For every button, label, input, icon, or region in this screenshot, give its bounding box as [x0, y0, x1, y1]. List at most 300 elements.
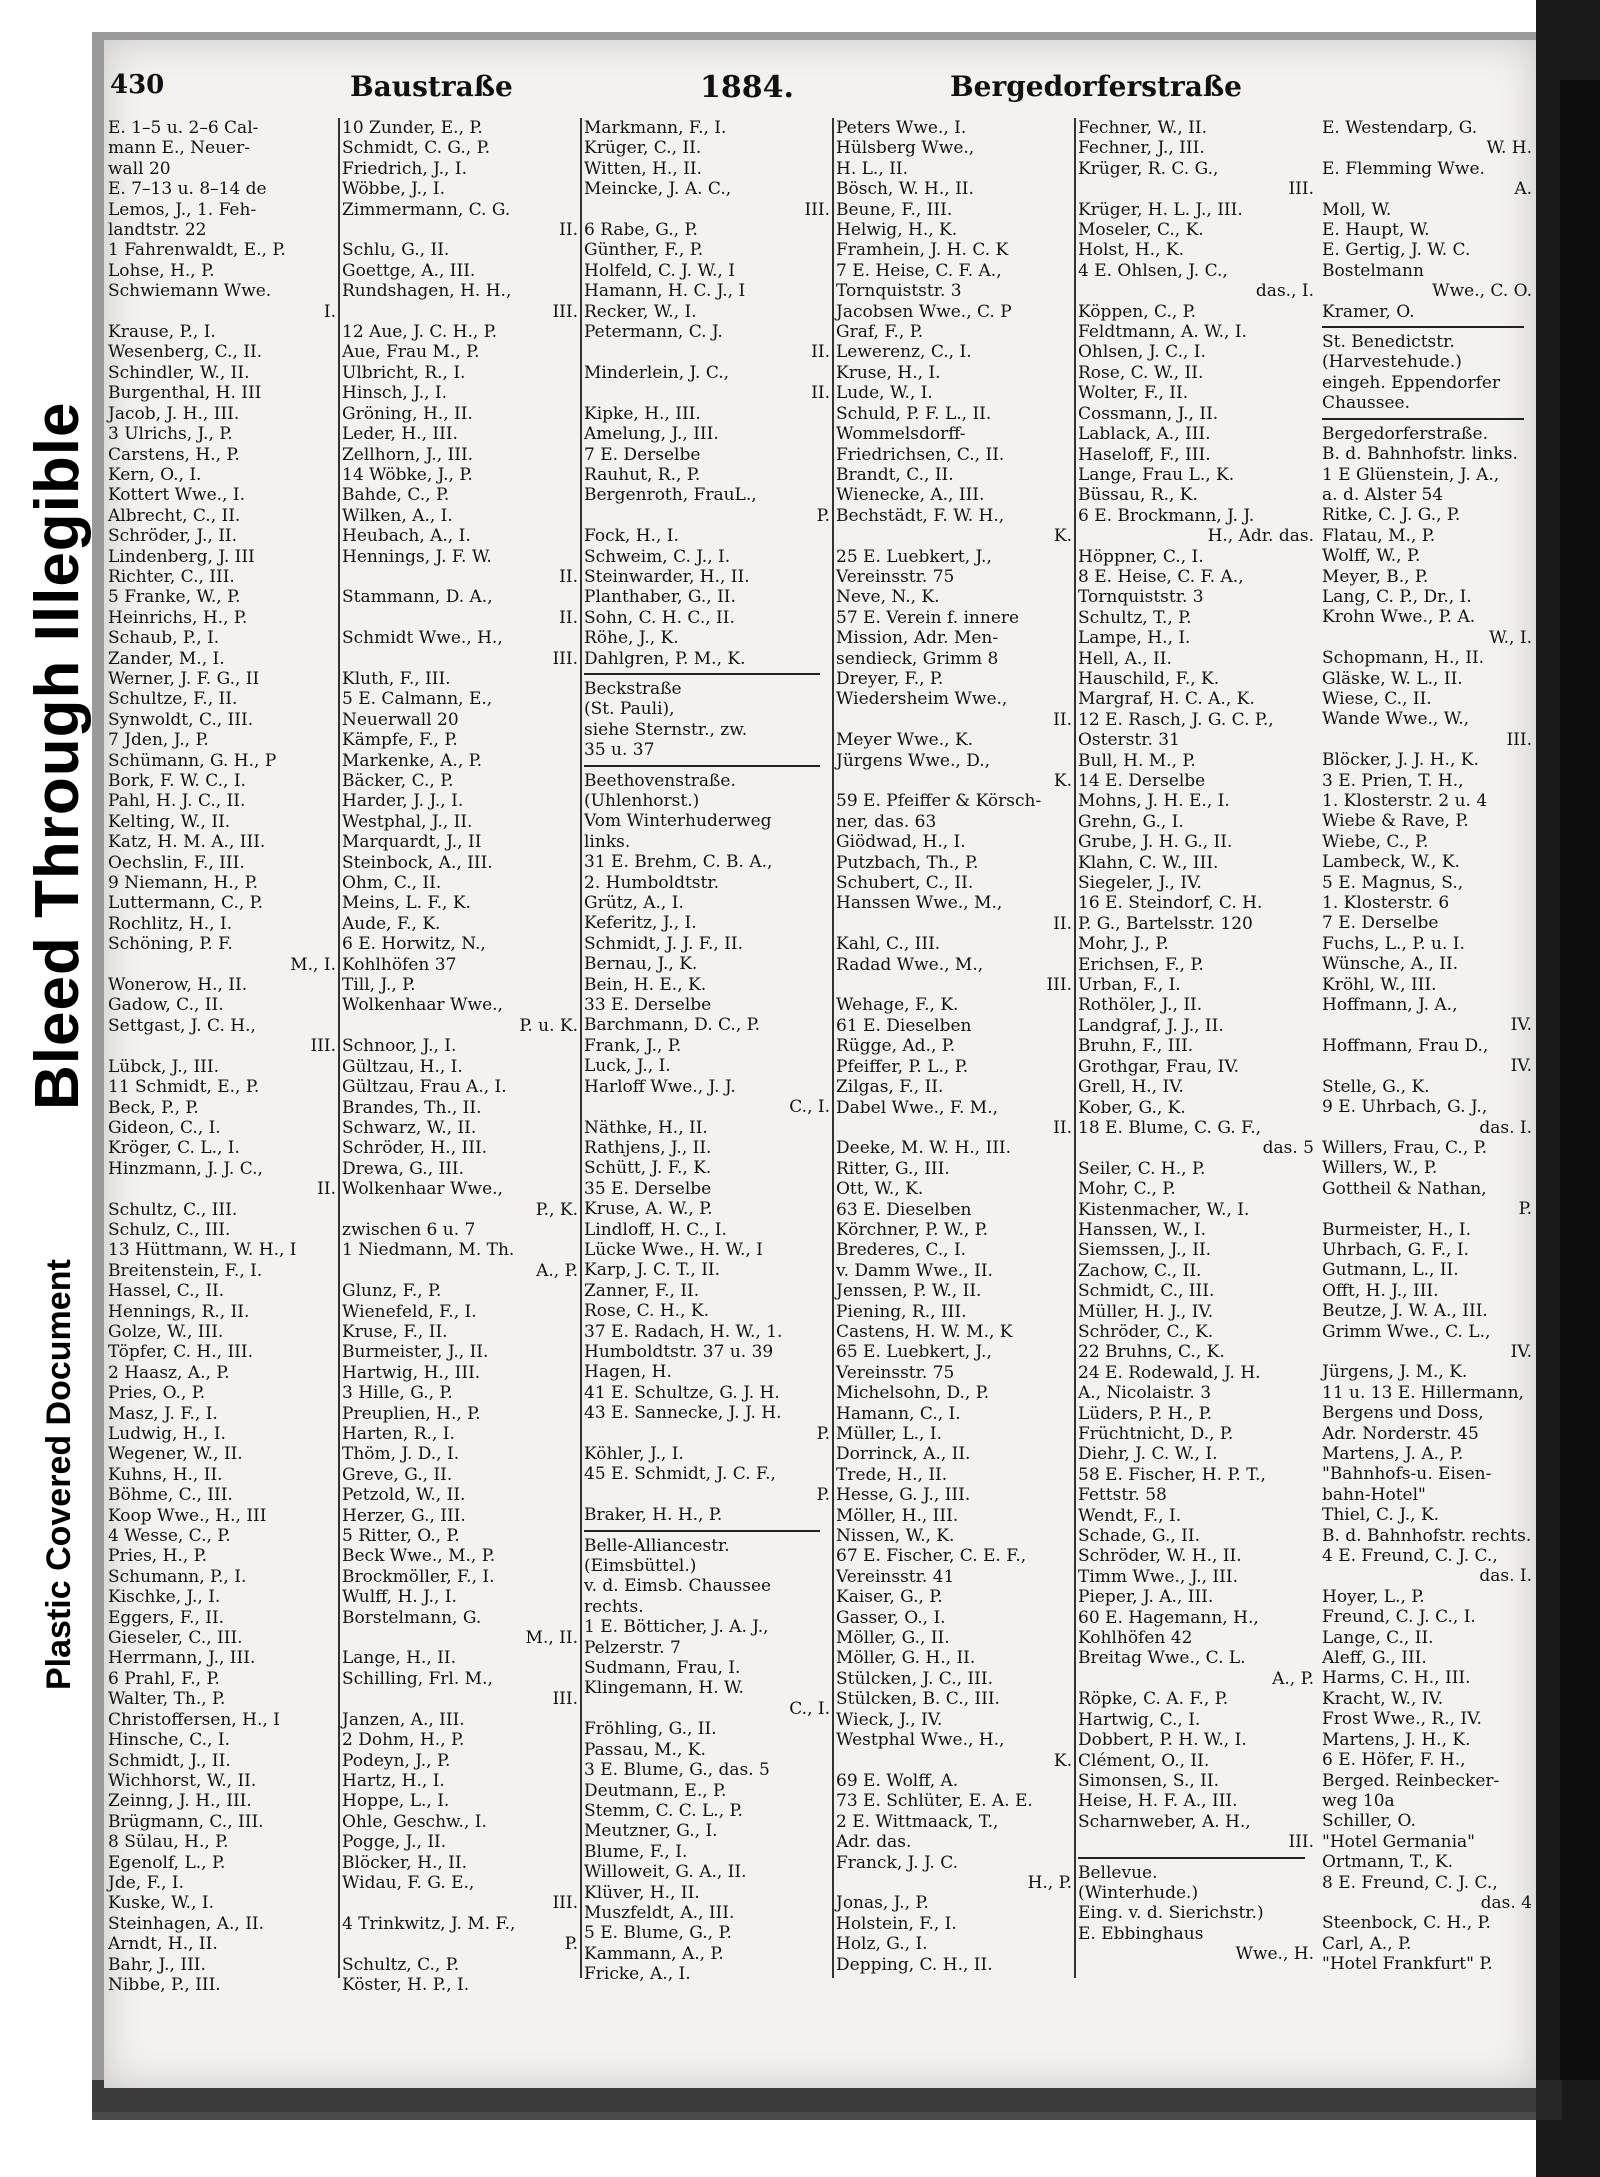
- directory-entry-line: Muszfeldt, A., III.: [584, 1902, 735, 1923]
- directory-entry-line: Neve, N., K.: [836, 587, 940, 608]
- directory-entry-line: Wwe., C. O.: [1432, 281, 1532, 302]
- directory-entry-line: Settgast, J. C. H.,: [108, 1015, 256, 1036]
- directory-entry-line: Wiebe, C., P.: [1322, 831, 1429, 852]
- directory-entry-line: Schade, G., II.: [1078, 1526, 1201, 1547]
- directory-entry-line: a. d. Alster 54: [1322, 484, 1444, 505]
- directory-entry-line: Schmidt Wwe., H.,: [342, 628, 503, 649]
- directory-entry-line: Janzen, A., III.: [342, 1709, 465, 1730]
- directory-entry-line: Kischke, J., I.: [108, 1587, 221, 1608]
- directory-entry-line: Frank, J., P.: [584, 1035, 682, 1056]
- directory-entry-line: Rose, C. W., II.: [1078, 362, 1204, 383]
- directory-entry-line: Kuhns, H., II.: [108, 1464, 223, 1485]
- directory-entry-line: Bein, H. E., K.: [584, 974, 707, 995]
- directory-entry-line: Schröder, W. H., II.: [1078, 1546, 1242, 1567]
- directory-entry-line: Landgraf, J. J., II.: [1078, 1015, 1224, 1036]
- directory-entry-line: Röpke, C. A. F., P.: [1078, 1689, 1229, 1710]
- directory-entry-line: Sudmann, Frau, I.: [584, 1658, 741, 1679]
- directory-entry-line: Lindloff, H. C., I.: [584, 1219, 727, 1240]
- directory-entry-line: Bellevue.: [1078, 1862, 1158, 1883]
- section-rule: [584, 1530, 820, 1532]
- directory-entry-line: Früchtnicht, D., P.: [1078, 1424, 1234, 1444]
- directory-entry-line: Wwe., H.: [1235, 1944, 1314, 1965]
- directory-entry-line: Uhrbach, G. F., I.: [1322, 1239, 1469, 1260]
- directory-entry-line: Albrecht, C., II.: [108, 505, 241, 526]
- directory-entry-line: Bork, F. W. C., I.: [108, 771, 246, 791]
- directory-entry-line: Bechstädt, F. W. H.,: [836, 505, 1005, 526]
- directory-entry-line: Hartwig, H., III.: [342, 1362, 481, 1383]
- directory-entry-line: K.: [1053, 1750, 1072, 1771]
- directory-entry-line: Jürgens Wwe., D.,: [836, 750, 991, 771]
- directory-entry-line: Harms, C. H., III.: [1322, 1668, 1471, 1689]
- directory-entry-line: Grehn, G., I.: [1078, 811, 1184, 832]
- directory-entry-line: 9 Niemann, H., P.: [108, 873, 258, 894]
- directory-entry-line: IV.: [1510, 1056, 1532, 1077]
- directory-entry-line: Brandt, C., II.: [836, 464, 954, 485]
- directory-entry-line: Willers, Frau, C., P.: [1322, 1137, 1488, 1158]
- directory-entry-line: 2 Haasz, A., P.: [108, 1362, 230, 1383]
- directory-entry-line: P.: [564, 1934, 578, 1955]
- directory-entry-line: 5 E. Calmann, E.,: [342, 689, 493, 710]
- directory-entry-line: Hennings, J. F. W.: [342, 546, 492, 567]
- directory-entry-line: H., P.: [1027, 1872, 1072, 1893]
- directory-entry-line: 1 Niedmann, M. Th.: [342, 1240, 515, 1261]
- directory-entry-line: Dorrinck, A., II.: [836, 1444, 971, 1465]
- directory-entry-line: Brandes, Th., II.: [342, 1097, 482, 1118]
- directory-entry-line: H. L., II.: [836, 158, 908, 179]
- directory-entry-line: Pfeiffer, P. L., P.: [836, 1056, 969, 1077]
- directory-entry-line: Markmann, F., I.: [584, 118, 727, 138]
- directory-entry-line: Kruse, F., II.: [342, 1321, 448, 1342]
- directory-entry-line: Hamann, H. C. J., I: [584, 281, 746, 302]
- directory-entry-line: Wienefeld, F., I.: [342, 1301, 477, 1322]
- directory-entry-line: Zimmermann, C. G.: [342, 199, 511, 220]
- directory-entry-line: Nibbe, P., III.: [108, 1974, 221, 1995]
- directory-entry-line: Harloff Wwe., J. J.: [584, 1076, 736, 1097]
- directory-entry-line: Kistenmacher, W., I.: [1078, 1199, 1250, 1220]
- directory-entry-line: Ohm, C., II.: [342, 873, 442, 894]
- directory-entry-line: I.: [323, 301, 336, 322]
- directory-entry-line: Grimm Wwe., C. L.,: [1322, 1321, 1491, 1342]
- directory-entry-line: III.: [552, 1893, 578, 1914]
- directory-entry-line: Simonsen, S., II.: [1078, 1770, 1220, 1791]
- directory-entry-line: Wilken, A., I.: [342, 505, 453, 526]
- directory-entry-line: IV.: [1510, 1341, 1532, 1362]
- directory-entry-line: Kämpfe, F., P.: [342, 730, 458, 751]
- directory-entry-line: Ott, W., K.: [836, 1179, 924, 1200]
- directory-entry-line: Widau, F. G. E.,: [342, 1872, 475, 1893]
- directory-entry-line: K.: [1053, 771, 1072, 791]
- directory-entry-line: Arndt, H., II.: [108, 1934, 218, 1955]
- directory-entry-line: Michelsohn, D., P.: [836, 1383, 990, 1404]
- directory-entry-line: 41 E. Schultze, G. J. H.: [584, 1382, 780, 1403]
- directory-entry-line: Freund, C. J. C., I.: [1322, 1607, 1476, 1628]
- directory-entry-line: Ohle, Geschw., I.: [342, 1811, 487, 1832]
- directory-entry-line: Till, J., P.: [342, 975, 416, 996]
- directory-entry-line: Klüver, H., II.: [584, 1882, 700, 1903]
- directory-entry-line: Kracht, W., IV.: [1322, 1688, 1444, 1709]
- directory-entry-line: Ludwig, H., I.: [108, 1424, 226, 1444]
- directory-entry-line: v. d. Eimsb. Chaussee: [584, 1576, 772, 1597]
- directory-entry-line: 11 Schmidt, E., P.: [108, 1077, 260, 1098]
- directory-entry-line: Jenssen, P. W., II.: [836, 1281, 982, 1302]
- directory-entry-line: Wande Wwe., W.,: [1322, 709, 1470, 730]
- directory-entry-line: 1 E Glüenstein, J. A.,: [1322, 464, 1500, 485]
- directory-entry-line: Preuplien, H., P.: [342, 1403, 481, 1424]
- directory-entry-line: Steinhagen, A., II.: [108, 1913, 265, 1934]
- directory-entry-line: Brügmann, C., III.: [108, 1811, 264, 1832]
- directory-entry-line: Zachow, C., II.: [1078, 1260, 1202, 1281]
- directory-entry-line: Näthke, H., II.: [584, 1117, 708, 1138]
- directory-entry-line: Fechner, W., II.: [1078, 118, 1208, 138]
- section-rule: [1078, 1857, 1305, 1859]
- directory-entry-line: wall 20: [108, 158, 171, 179]
- directory-entry-line: Kahl, C., III.: [836, 934, 941, 955]
- directory-entry-line: II.: [1053, 913, 1072, 934]
- directory-entry-line: Siegeler, J., IV.: [1078, 873, 1202, 894]
- directory-entry-line: Friedrich, J., I.: [342, 158, 467, 179]
- directory-entry-line: Masz, J. F., I.: [108, 1403, 218, 1424]
- directory-entry-line: Aude, F., K.: [342, 913, 441, 934]
- directory-entry-line: Blume, F., I.: [584, 1841, 688, 1862]
- directory-entry-line: Seiler, C. H., P.: [1078, 1158, 1206, 1179]
- directory-entry-line: 3 Hille, G., P.: [342, 1383, 453, 1404]
- directory-entry-line: Glunz, F., P.: [342, 1281, 442, 1302]
- directory-entry-line: Büssau, R., K.: [1078, 485, 1198, 506]
- directory-entry-line: Depping, C. H., II.: [836, 1954, 993, 1975]
- directory-entry-line: Jde, F., I.: [108, 1872, 185, 1893]
- directory-entry-line: P.: [816, 1484, 830, 1505]
- directory-entry-line: Breitenstein, F., I.: [108, 1260, 263, 1281]
- directory-entry-line: Blöcker, J. J. H., K.: [1322, 750, 1479, 771]
- directory-entry-line: 22 Bruhns, C., K.: [1078, 1342, 1225, 1363]
- directory-entry-line: Leder, H., III.: [342, 424, 458, 445]
- directory-entry-line: Stülcken, B. C., III.: [836, 1689, 1000, 1710]
- directory-entry-line: Schmidt, C. G., P.: [342, 138, 490, 159]
- directory-entry-line: Piening, R., III.: [836, 1301, 967, 1322]
- directory-entry-line: Möller, G. H., II.: [836, 1648, 976, 1669]
- directory-entry-line: Deeke, M. W. H., III.: [836, 1138, 1012, 1159]
- directory-entry-line: Luck, J., I.: [584, 1056, 671, 1077]
- directory-entry-line: Keferitz, J., I.: [584, 913, 697, 934]
- directory-entry-line: 63 E. Dieselben: [836, 1199, 972, 1220]
- directory-entry-line: W. H.: [1486, 138, 1532, 159]
- directory-entry-line: Adr. Norderstr. 45: [1322, 1423, 1479, 1444]
- directory-entry-line: Marquardt, J., II: [342, 832, 482, 853]
- directory-entry-line: Hanssen, W., I.: [1078, 1219, 1207, 1240]
- directory-entry-line: Schwarz, W., II.: [342, 1117, 477, 1138]
- directory-entry-line: Thöm, J. D., I.: [342, 1444, 460, 1465]
- directory-entry-line: 2. Humboldtstr.: [584, 872, 720, 893]
- directory-entry-line: Franck, J. J. C.: [836, 1852, 959, 1873]
- directory-entry-line: Meutzner, G., I.: [584, 1821, 718, 1842]
- directory-entry-line: Wolter, F., II.: [1078, 383, 1189, 404]
- directory-entry-line: Dahlgren, P. M., K.: [584, 648, 746, 669]
- directory-column-4: [1078, 118, 1314, 1965]
- directory-entry-line: Hamann, C., I.: [836, 1403, 961, 1424]
- plastic-covered-label: Plastic Covered Document: [40, 1259, 78, 1690]
- directory-entry-line: Jürgens, J. M., K.: [1322, 1362, 1468, 1383]
- directory-entry-line: II.: [1053, 709, 1072, 730]
- directory-entry-line: Dabel Wwe., F. M.,: [836, 1097, 999, 1118]
- directory-entry-line: Holstein, F., I.: [836, 1913, 957, 1934]
- directory-entry-line: E. Ebbinghaus: [1078, 1923, 1204, 1944]
- directory-entry-line: Westphal, J., II.: [342, 811, 473, 832]
- directory-entry-line: P. G., Bartelsstr. 120: [1078, 913, 1253, 934]
- directory-entry-line: Gieseler, C., III.: [108, 1628, 243, 1649]
- directory-entry-line: 57 E. Verein f. innere: [836, 607, 1020, 628]
- directory-entry-line: P., K.: [535, 1199, 578, 1220]
- directory-entry-line: Wommelsdorff-: [836, 424, 966, 445]
- directory-entry-line: Stelle, G., K.: [1322, 1076, 1430, 1097]
- directory-entry-line: das. I.: [1479, 1117, 1532, 1138]
- directory-entry-line: Zilgas, F., II.: [836, 1077, 944, 1098]
- directory-entry-line: Kern, O., I.: [108, 464, 202, 485]
- directory-entry-line: Helwig, H., K.: [836, 220, 958, 241]
- directory-entry-line: sendieck, Grimm 8: [836, 648, 999, 669]
- directory-entry-line: Moseler, C., K.: [1078, 220, 1204, 241]
- directory-entry-line: Fechner, J., III.: [1078, 138, 1205, 159]
- directory-entry-line: "Hotel Germania": [1322, 1831, 1475, 1852]
- directory-entry-line: III.: [1506, 729, 1532, 750]
- directory-entry-line: Zander, M., I.: [108, 648, 225, 669]
- directory-entry-line: Beutze, J. W. A., III.: [1322, 1301, 1488, 1322]
- directory-entry-line: C., I.: [789, 1097, 830, 1118]
- directory-entry-line: Hesse, G. J., III.: [836, 1485, 971, 1506]
- directory-entry-line: E. 1–5 u. 2–6 Cal-: [108, 118, 259, 138]
- directory-entry-line: Westphal Wwe., H.,: [836, 1730, 1005, 1751]
- directory-entry-line: 6 E. Brockmann, J. J.: [1078, 505, 1255, 526]
- directory-entry-line: M., II.: [525, 1628, 578, 1649]
- directory-entry-line: 18 E. Blume, C. G. F.,: [1078, 1117, 1262, 1138]
- directory-entry-line: Wünsche, A., II.: [1322, 954, 1459, 975]
- directory-entry-line: 8 Sülau, H., P.: [108, 1832, 229, 1853]
- directory-entry-line: 7 E. Derselbe: [1322, 913, 1439, 934]
- directory-entry-line: Köster, H. P., I.: [342, 1974, 470, 1995]
- directory-entry-line: P.: [816, 505, 830, 526]
- directory-entry-line: 11 u. 13 E. Hillermann,: [1322, 1382, 1524, 1403]
- directory-entry-line: E. Westendarp, G.: [1322, 118, 1478, 138]
- directory-entry-line: Hoppe, L., I.: [342, 1791, 450, 1812]
- directory-entry-line: 37 E. Radach, H. W., 1.: [584, 1321, 783, 1342]
- directory-entry-line: E. Haupt, W.: [1322, 220, 1430, 241]
- directory-entry-line: Grothgar, Frau, IV.: [1078, 1056, 1240, 1077]
- directory-entry-line: Wiedersheim Wwe.,: [836, 689, 1008, 710]
- directory-entry-line: Schmidt, J. J. F., II.: [584, 933, 743, 954]
- street-heading-left: Baustraße: [350, 70, 513, 103]
- directory-entry-line: 5 E. Magnus, S.,: [1322, 872, 1464, 893]
- directory-entry-line: Haseloff, F., III.: [1078, 444, 1211, 465]
- directory-entry-line: II.: [811, 342, 830, 363]
- directory-entry-line: Gideon, C., I.: [108, 1117, 221, 1138]
- directory-entry-line: Schultz, T., P.: [1078, 607, 1192, 628]
- directory-entry-line: III.: [552, 1689, 578, 1710]
- directory-entry-line: Möller, H., III.: [836, 1505, 959, 1526]
- directory-entry-line: St. Benedictstr.: [1322, 332, 1455, 353]
- directory-entry-line: Timm Wwe., J., III.: [1078, 1566, 1238, 1587]
- directory-entry-line: Kammann, A., P.: [584, 1943, 724, 1964]
- directory-entry-line: Diehr, J. C. W., I.: [1078, 1444, 1218, 1465]
- directory-entry-line: Framhein, J. H. C. K: [836, 240, 1009, 261]
- directory-entry-line: III.: [552, 301, 578, 322]
- directory-entry-line: II.: [317, 1179, 336, 1200]
- directory-entry-line: Stemm, C. C. L., P.: [584, 1800, 743, 1821]
- directory-entry-line: Greve, G., II.: [342, 1464, 453, 1485]
- directory-entry-line: Osterstr. 31: [1078, 730, 1180, 751]
- directory-entry-line: Vereinsstr. 75: [836, 1362, 955, 1383]
- directory-entry-line: Graf, F., P.: [836, 322, 924, 343]
- directory-entry-line: Kelting, W., II.: [108, 811, 231, 832]
- directory-entry-line: Borstelmann, G.: [342, 1607, 482, 1628]
- directory-entry-line: Grube, J. H. G., II.: [1078, 832, 1233, 853]
- directory-entry-line: 16 E. Steindorf, C. H.: [1078, 893, 1263, 914]
- directory-entry-line: 73 E. Schlüter, E. A. E.: [836, 1791, 1033, 1812]
- directory-entry-line: (St. Pauli),: [584, 699, 675, 720]
- directory-entry-line: Hassel, C., II.: [108, 1281, 225, 1302]
- scan-edge-right-inner: [1560, 80, 1600, 2080]
- directory-entry-line: Meyer, B., P.: [1322, 566, 1429, 587]
- directory-entry-line: 6 Prahl, F., P.: [108, 1668, 220, 1689]
- directory-entry-line: Brederes, C., I.: [836, 1240, 967, 1261]
- directory-entry-line: Drewa, G., III.: [342, 1158, 465, 1179]
- directory-entry-line: Rathjens, J., II.: [584, 1137, 712, 1158]
- directory-entry-line: II.: [559, 566, 578, 587]
- directory-entry-line: 59 E. Pfeiffer & Körsch-: [836, 791, 1042, 812]
- directory-entry-line: Schröder, H., III.: [342, 1138, 488, 1159]
- directory-entry-line: 2 Dohm, H., P.: [342, 1730, 465, 1751]
- directory-entry-line: (Uhlenhorst.): [584, 791, 700, 811]
- directory-entry-line: Gröning, H., II.: [342, 403, 473, 424]
- directory-entry-line: A., Nicolaistr. 3: [1078, 1383, 1212, 1404]
- directory-entry-line: E. Flemming Wwe.: [1322, 158, 1485, 179]
- directory-entry-line: Lemos, J., 1. Feh-: [108, 199, 257, 220]
- directory-entry-line: Müller, H. J., IV.: [1078, 1301, 1214, 1322]
- directory-entry-line: Meincke, J. A. C.,: [584, 179, 732, 200]
- directory-entry-line: Hell, A., II.: [1078, 648, 1172, 669]
- directory-entry-line: Aue, Frau M., P.: [342, 342, 480, 363]
- directory-entry-line: Lindenberg, J. III: [108, 546, 255, 567]
- directory-entry-line: Schubert, C., II.: [836, 873, 974, 894]
- directory-entry-line: das. 4: [1480, 1892, 1532, 1913]
- directory-entry-line: Dreyer, F., P.: [836, 668, 944, 689]
- directory-entry-line: Siemssen, J., II.: [1078, 1240, 1212, 1261]
- directory-entry-line: Schröder, C., K.: [1078, 1321, 1214, 1342]
- directory-entry-line: III.: [1046, 975, 1072, 996]
- year-heading: 1884.: [700, 70, 794, 105]
- directory-entry-line: 61 E. Dieselben: [836, 1015, 972, 1036]
- directory-entry-line: P.: [1518, 1199, 1532, 1220]
- directory-column-2: [342, 118, 578, 1995]
- directory-entry-line: 10 Zunder, E., P.: [342, 118, 483, 138]
- directory-entry-line: Gläske, W. L., II.: [1322, 668, 1463, 689]
- directory-entry-line: Schweim, C. J., I.: [584, 546, 731, 567]
- directory-entry-line: Radad Wwe., M.,: [836, 954, 984, 975]
- directory-entry-line: Passau, M., K.: [584, 1739, 706, 1760]
- directory-entry-line: Bergenroth, FrauL.,: [584, 485, 757, 506]
- directory-entry-line: Schmidt, C., III.: [1078, 1281, 1215, 1302]
- section-rule: [584, 765, 820, 767]
- section-rule: [1322, 326, 1524, 328]
- directory-entry-line: Pogge, J., II.: [342, 1832, 447, 1853]
- directory-entry-line: Steinwarder, H., II.: [584, 566, 750, 587]
- directory-entry-line: Röhe, J., K.: [584, 628, 679, 649]
- directory-entry-line: Sohn, C. H. C., II.: [584, 607, 735, 628]
- directory-entry-line: Hoffmann, Frau D.,: [1322, 1035, 1489, 1056]
- directory-entry-line: (Harvestehude.): [1322, 352, 1462, 373]
- directory-entry-line: Tornquiststr. 3: [1078, 587, 1204, 608]
- directory-entry-line: Rundshagen, H. H.,: [342, 281, 512, 302]
- directory-entry-line: H., Adr. das.: [1207, 526, 1314, 547]
- directory-entry-line: Kohlhöfen 37: [342, 954, 457, 975]
- directory-entry-line: 14 E. Derselbe: [1078, 771, 1206, 791]
- directory-entry-line: Wolkenhaar Wwe.,: [342, 1179, 503, 1200]
- directory-entry-line: Schopmann, H., II.: [1322, 648, 1485, 669]
- directory-entry-line: Fuchs, L., P. u. I.: [1322, 933, 1465, 954]
- column-divider: [832, 118, 834, 1978]
- directory-entry-line: Rothöler, J., II.: [1078, 995, 1203, 1016]
- directory-entry-line: Ortmann, T., K.: [1322, 1852, 1454, 1873]
- directory-entry-line: Mohr, J., P.: [1078, 934, 1169, 955]
- directory-entry-line: Schindler, W., II.: [108, 362, 250, 383]
- directory-entry-line: 3 Ulrichs, J., P.: [108, 424, 233, 445]
- directory-entry-line: M., I.: [290, 954, 336, 975]
- directory-entry-line: Schumann, P., I.: [108, 1566, 247, 1587]
- directory-entry-line: Erichsen, F., P.: [1078, 954, 1204, 975]
- directory-entry-line: Schultze, F., II.: [108, 689, 238, 710]
- directory-entry-line: 1. Klosterstr. 6: [1322, 893, 1450, 914]
- bleed-through-label: Bleed Through Illegible: [23, 401, 92, 1110]
- directory-entry-line: Fröhling, G., II.: [584, 1719, 717, 1740]
- directory-entry-line: Tornquiststr. 3: [836, 281, 962, 302]
- directory-entry-line: Kaiser, G., P.: [836, 1587, 943, 1608]
- directory-entry-line: C., I.: [789, 1698, 830, 1719]
- directory-entry-line: Holz, G., I.: [836, 1934, 928, 1955]
- directory-entry-line: Carl, A., P.: [1322, 1933, 1412, 1954]
- directory-entry-line: Wegener, W., II.: [108, 1444, 243, 1465]
- directory-entry-line: Martens, J. A., P.: [1322, 1444, 1464, 1464]
- directory-entry-line: Gutmann, L., II.: [1322, 1260, 1459, 1281]
- directory-entry-line: Scharnweber, A. H.,: [1078, 1811, 1251, 1832]
- directory-entry-line: 12 E. Rasch, J. G. C. P.,: [1078, 709, 1274, 730]
- directory-entry-line: Adr. das.: [836, 1832, 912, 1853]
- directory-entry-line: Burmeister, H., I.: [1322, 1219, 1472, 1240]
- directory-entry-line: III.: [552, 648, 578, 669]
- directory-entry-line: 43 E. Sannecke, J. J. H.: [584, 1403, 782, 1424]
- directory-entry-line: Beck Wwe., M., P.: [342, 1546, 496, 1567]
- directory-entry-line: Burgenthal, H. III: [108, 383, 262, 404]
- directory-entry-line: Zeinng, J. H., III.: [108, 1791, 252, 1812]
- directory-entry-line: Hoffmann, J. A.,: [1322, 995, 1458, 1016]
- directory-entry-line: 4 E. Ohlsen, J. C.,: [1078, 260, 1228, 281]
- directory-entry-line: P. u. K.: [519, 1015, 578, 1036]
- directory-entry-line: Brockmöller, F., I.: [342, 1566, 495, 1587]
- directory-entry-line: III.: [1288, 179, 1314, 200]
- directory-entry-line: Berged. Reinbecker-: [1322, 1770, 1500, 1791]
- directory-entry-line: W., I.: [1489, 627, 1532, 648]
- directory-entry-line: Dobbert, P. H. W., I.: [1078, 1730, 1247, 1751]
- directory-entry-line: Mohr, C., P.: [1078, 1179, 1176, 1200]
- directory-entry-line: Fettstr. 58: [1078, 1485, 1167, 1506]
- directory-entry-line: "Bahnhofs-u. Eisen-: [1322, 1464, 1492, 1485]
- directory-entry-line: Koop Wwe., H., III: [108, 1505, 267, 1526]
- directory-entry-line: Wesenberg, C., II.: [108, 342, 263, 363]
- directory-entry-line: Fock, H., I.: [584, 526, 679, 547]
- directory-entry-line: Chaussee.: [1322, 393, 1411, 414]
- directory-entry-line: 8 E. Heise, C. F. A.,: [1078, 566, 1244, 587]
- directory-entry-line: 7 E. Derselbe: [584, 444, 701, 465]
- directory-entry-line: Bahr, J., III.: [108, 1954, 206, 1975]
- directory-entry-line: II.: [1053, 1117, 1072, 1138]
- directory-entry-line: 13 Hüttmann, W. H., I: [108, 1240, 297, 1261]
